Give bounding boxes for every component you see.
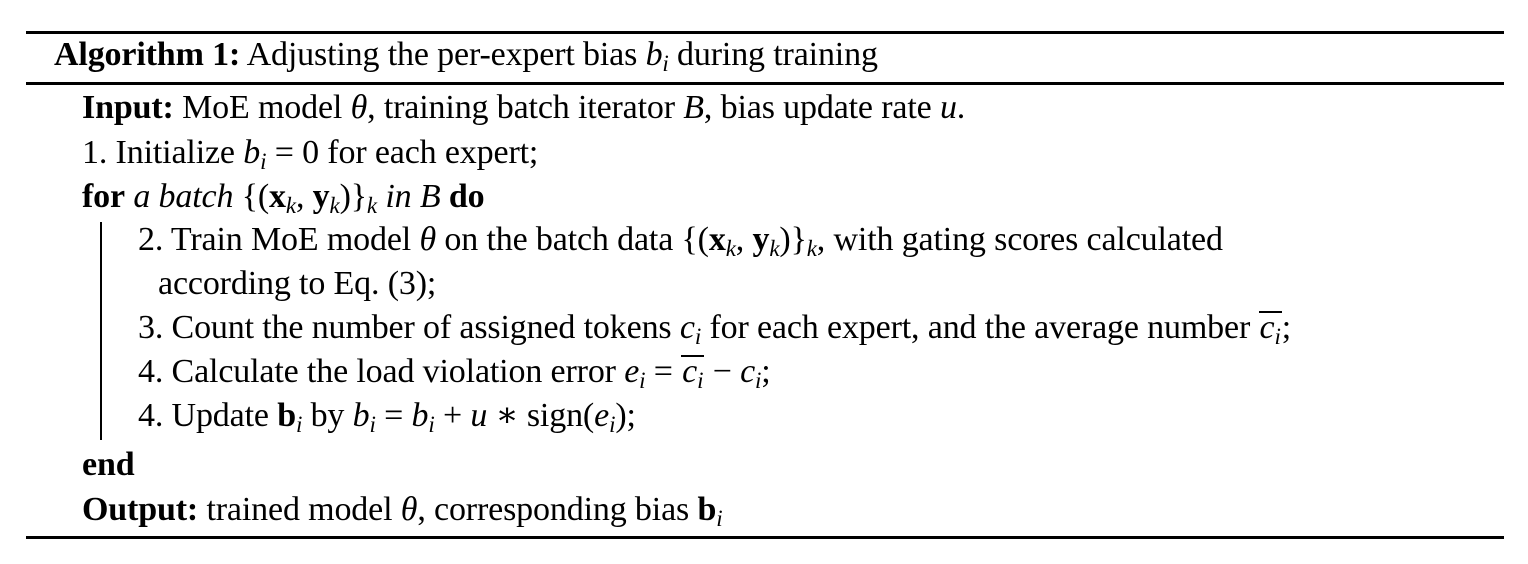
output-text: trained model	[206, 491, 393, 528]
math-sub: i	[1274, 324, 1281, 349]
keyword-for: for	[82, 178, 125, 215]
math-set-close: )}	[779, 221, 807, 258]
math-B: B	[419, 178, 441, 215]
math-set-open: {(	[241, 178, 270, 215]
loop-text: in	[385, 178, 412, 215]
math-sub: k	[285, 193, 296, 218]
math-B: B	[683, 89, 704, 126]
input-label: Input:	[82, 89, 174, 126]
step-text: ;	[761, 353, 771, 390]
math-comma: ,	[735, 221, 753, 258]
step-4-calculate-line	[138, 352, 771, 392]
math-bold-b: b	[697, 491, 717, 528]
step-text: by	[310, 397, 345, 434]
math-sub: i	[369, 412, 376, 437]
step-4-update-line	[138, 396, 636, 436]
output-text: , corresponding bias	[417, 491, 690, 528]
math-b: b	[645, 36, 663, 73]
math-theta: θ	[419, 221, 437, 258]
step-1-line	[82, 133, 538, 173]
math-x: x	[269, 178, 286, 215]
input-line	[82, 88, 965, 128]
algorithm-label: Algorithm 1:	[54, 36, 241, 73]
math-sub: i	[295, 412, 303, 437]
step-text: 4. Calculate the load violation error	[138, 353, 616, 390]
step-text: 3. Count the number of assigned tokens	[138, 309, 672, 346]
math-sub: k	[725, 236, 736, 261]
step-text: 2. Train MoE model	[138, 221, 412, 258]
end-line	[82, 445, 134, 485]
step-text: 1. Initialize	[82, 134, 235, 171]
math-sub: i	[697, 368, 704, 393]
math-sub: i	[609, 412, 616, 437]
step-text: 4. Update	[138, 397, 269, 434]
loop-body-bar	[100, 222, 102, 440]
top-rule	[26, 31, 1504, 34]
output-line	[82, 490, 722, 530]
for-loop-line	[82, 177, 484, 217]
algorithm-caption	[54, 35, 878, 75]
math-x: x	[708, 221, 726, 258]
math-sub: k	[769, 236, 780, 261]
step-text: on the batch data	[444, 221, 674, 258]
math-comma: ,	[295, 178, 313, 215]
math-c: c	[1259, 309, 1275, 346]
math-sub: i	[428, 412, 435, 437]
math-c-bar	[681, 353, 704, 393]
math-sub: k	[329, 193, 340, 218]
math-close: );	[615, 397, 636, 434]
math-c-bar	[1259, 309, 1282, 349]
step-text: for each expert;	[327, 134, 539, 171]
math-b: b	[243, 134, 261, 171]
math-sub: i	[716, 506, 723, 531]
math-e: e	[624, 353, 640, 390]
math-set-close: )}	[339, 178, 367, 215]
math-minus: −	[704, 353, 741, 390]
math-u: u	[939, 89, 957, 126]
step-text: for each expert, and the average number	[709, 309, 1251, 346]
step-3-line	[138, 308, 1291, 348]
math-sub: k	[806, 236, 817, 261]
math-sign: ∗ sign(	[487, 397, 595, 434]
math-bold-b: b	[277, 397, 296, 434]
math-sub: i	[755, 368, 762, 393]
math-theta: θ	[400, 491, 418, 528]
math-sub: i	[639, 368, 646, 393]
step-text: ;	[1281, 309, 1291, 346]
math-set-open: {(	[681, 221, 709, 258]
input-text: , training batch iterator	[367, 89, 675, 126]
math-sub: i	[662, 51, 669, 76]
math-c: c	[682, 353, 698, 390]
math-sub: k	[366, 193, 377, 218]
bottom-rule	[26, 536, 1504, 539]
math-eq: =	[375, 397, 412, 434]
keyword-do: do	[448, 178, 485, 215]
math-y: y	[312, 178, 330, 215]
math-sub: i	[260, 149, 267, 174]
math-theta: θ	[350, 89, 368, 126]
step-text: , with gating scores calculated	[816, 221, 1223, 258]
step-2-line	[138, 220, 1223, 260]
algorithm-title-rest: during training	[677, 36, 878, 73]
math-c: c	[679, 309, 695, 346]
math-eq: =	[645, 353, 682, 390]
math-y: y	[752, 221, 770, 258]
step-2-continuation	[158, 264, 436, 304]
output-label: Output:	[82, 491, 199, 528]
loop-text: a batch	[133, 178, 234, 215]
math-b: b	[411, 397, 429, 434]
input-text: , bias update rate	[703, 89, 932, 126]
header-rule	[26, 82, 1504, 85]
input-text: MoE model	[182, 89, 343, 126]
keyword-end: end	[82, 446, 135, 483]
math-b: b	[352, 397, 370, 434]
math-sub: i	[694, 324, 702, 349]
math-plus: +	[434, 397, 471, 434]
algorithm-title: Adjusting the per-expert bias	[246, 36, 638, 73]
step-text: according to Eq. (3);	[158, 265, 437, 302]
input-text: .	[956, 89, 966, 126]
math-e: e	[594, 397, 610, 434]
math-u: u	[470, 397, 488, 434]
math-c: c	[740, 353, 756, 390]
math-eq: = 0	[266, 134, 319, 171]
